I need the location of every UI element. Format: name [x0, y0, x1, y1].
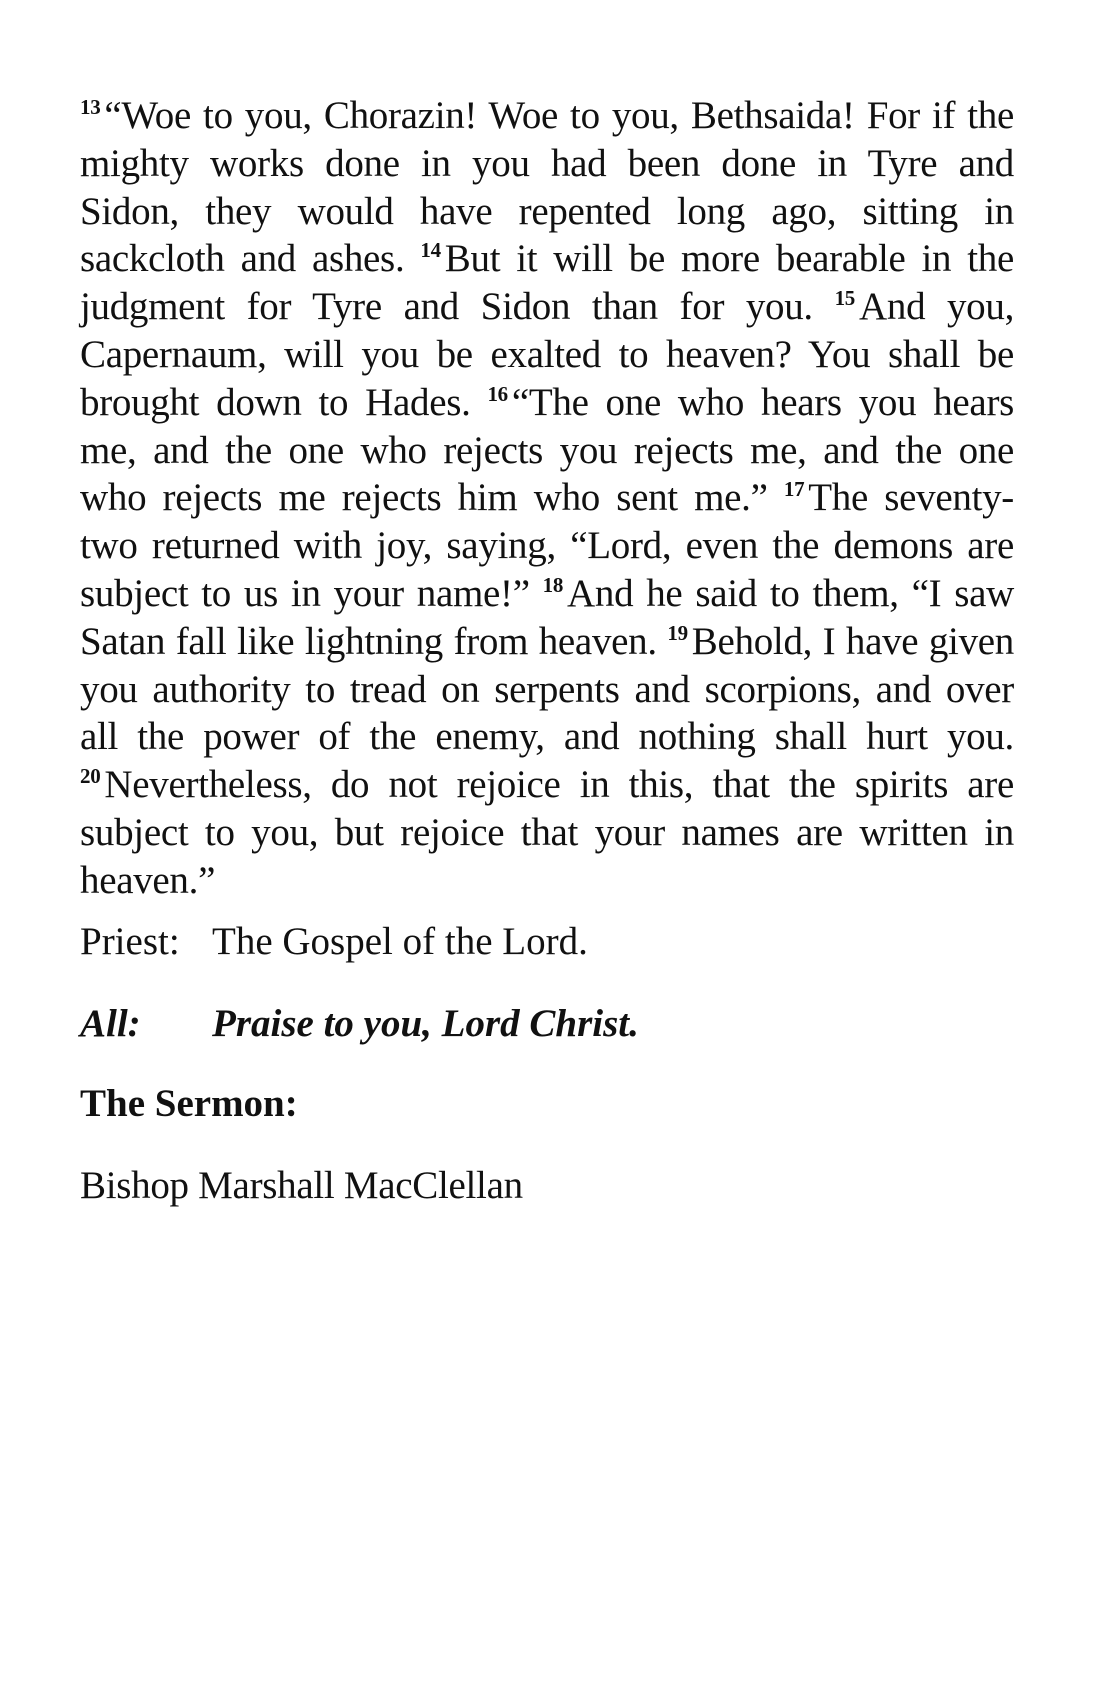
- verse-text: Nevertheless, do not rejoice in this, that the spirits are subject to you, but rejoice that your names are written in heaven.”: [80, 763, 1014, 902]
- verse-number: 13: [80, 95, 101, 119]
- verse-number: 19: [667, 620, 688, 645]
- scripture-passage: [80, 92, 1014, 905]
- congregation-response: [80, 1000, 1014, 1048]
- verse-number: 17: [783, 477, 805, 502]
- verse-number: 15: [834, 286, 855, 311]
- verse-text: And he said to them, “I saw Satan fall like lightning from heaven.: [80, 571, 1014, 663]
- verse-text: The seventy-two returned with joy, saying, “Lord, even the demons are subject to us in your name!”: [80, 476, 1014, 615]
- priest-line: [80, 918, 1014, 966]
- response-text: Praise to you, Lord Christ.: [212, 1002, 639, 1045]
- priest-speaker: Priest:: [80, 920, 180, 963]
- verse-number: 18: [542, 572, 564, 597]
- page: [80, 92, 1015, 1207]
- verse-text: “Woe to you, Chorazin! Woe to you, Bethsaida! For if the mighty works done in you had been done in Tyre and Sidon, they would have repented long ago, sitting in sackcloth and ashes.: [80, 94, 1014, 281]
- all-speaker: All:: [80, 1002, 141, 1045]
- verse-text: And you, Capernaum, will you be exalted to heaven? You shall be brought down to Hades.: [80, 285, 1015, 424]
- verse-text: Behold, I have given you authority to tread on serpents and scorpions, and over all the power of the enemy, and nothing shall hurt you.: [80, 619, 1015, 759]
- verse-number: 14: [420, 238, 441, 263]
- preacher-name: Bishop Marshall MacClellan: [80, 1164, 523, 1207]
- priest-text: The Gospel of the Lord.: [212, 920, 588, 963]
- verse-number: 16: [487, 381, 508, 406]
- verse-text: “The one who hears you hears me, and the one who rejects you rejects me, and the one who rejects me rejects him who sent me.”: [80, 380, 1015, 520]
- sermon-heading: The Sermon:: [80, 1082, 298, 1125]
- verse-text: But it will be more bearable in the judgment for Tyre and Sidon than for you.: [80, 237, 1014, 329]
- verse-number: 20: [80, 764, 101, 789]
